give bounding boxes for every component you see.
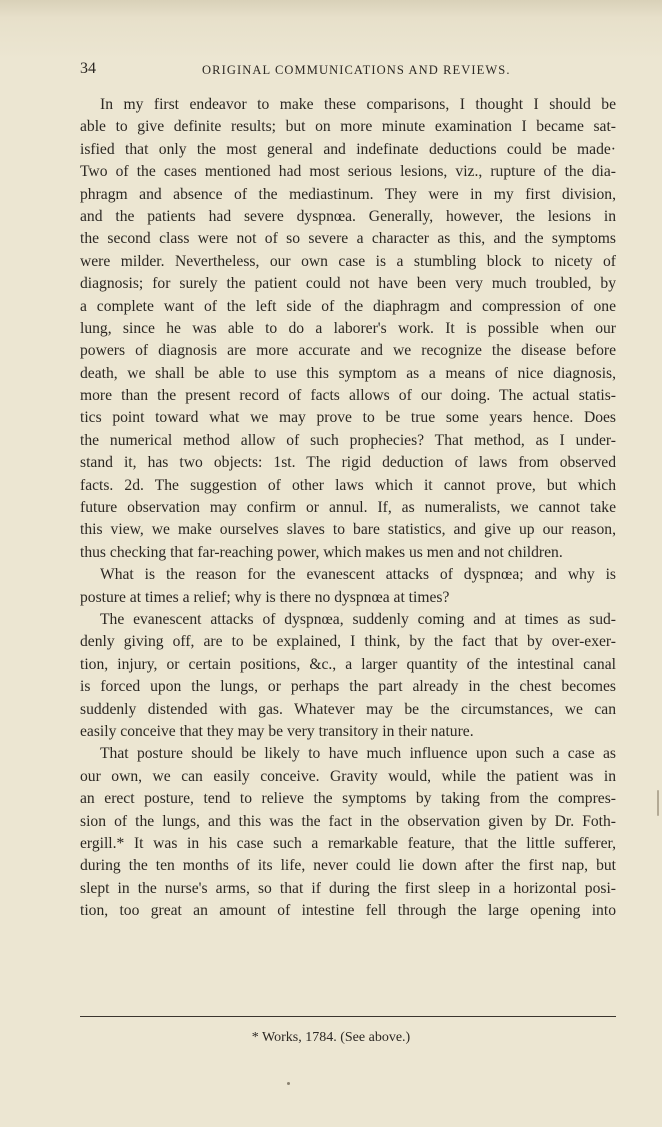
text-line: The evanescent attacks of dyspnœa, suddenly coming and at times as sud- — [100, 610, 616, 628]
text-line: What is the reason for the evanescent attacks of dyspnœa; and why is — [100, 566, 616, 584]
running-title: ORIGINAL COMMUNICATIONS AND REVIEWS. — [202, 63, 511, 77]
text-line: our own, we can easily conceive. Gravity would, while the patient was in — [80, 767, 616, 785]
text-line: stand it, has two objects: 1st. The rigid deduction of laws from observed — [80, 454, 616, 472]
text-line: were milder. Nevertheless, our own case is a stumbling block to nicety of — [80, 252, 616, 270]
text-line: a complete want of the left side of the diaphragm and compression of one — [80, 297, 616, 315]
text-line: death, we shall be able to use this symptom as a means of nice diagnosis, — [80, 364, 616, 382]
paper-speck — [287, 1082, 290, 1085]
text-line: an erect posture, tend to relieve the symptoms by taking from the compres- — [80, 790, 616, 808]
text-line: phragm and absence of the mediastinum. They were in my first division, — [80, 185, 616, 203]
text-line: denly giving off, are to be explained, I think, by the fact that by over-exer- — [80, 633, 616, 651]
text-line: slept in the nurse's arms, so that if during the first sleep in a horizontal posi- — [80, 879, 616, 897]
footnote-divider — [80, 1016, 616, 1017]
text-line: powers of diagnosis are more accurate and we recognize the disease before — [80, 342, 616, 360]
text-line: Two of the cases mentioned had most serious lesions, viz., rupture of the dia- — [80, 163, 616, 181]
text-line: isfied that only the most general and indefinate deductions could be made· — [80, 140, 616, 158]
body-text — [80, 94, 616, 922]
page-header — [80, 60, 620, 84]
text-line: able to give definite results; but on more minute examination I became sat- — [80, 118, 616, 136]
text-line: ergill.* It was in his case such a remarkable feature, that the little sufferer, — [80, 834, 616, 852]
text-line: posture at times a relief; why is there no dyspnœa at times? — [80, 588, 450, 606]
text-line: the numerical method allow of such prophecies? That method, as I under- — [80, 431, 616, 449]
paper-speck — [657, 790, 659, 816]
text-line: thus checking that far-reaching power, which makes us men and not children. — [80, 543, 563, 561]
text-line: In my first endeavor to make these comparisons, I thought I should be — [100, 96, 616, 113]
text-line: more than the present record of facts allows of our doing. The actual statis- — [80, 387, 616, 405]
text-line: easily conceive that they may be very transitory in their nature. — [80, 722, 474, 740]
text-line: facts. 2d. The suggestion of other laws which it cannot prove, but which — [80, 476, 616, 494]
text-line: during the ten months of its life, never could lie down after the first nap, but — [80, 857, 616, 875]
footnote: * Works, 1784. (See above.) — [251, 1030, 411, 1045]
text-line: tics point toward what we may prove to be true some years hence. Does — [80, 409, 616, 427]
text-line: tion, too great an amount of intestine fell through the large opening into — [80, 902, 616, 920]
text-line: diagnosis; for surely the patient could not have been very much troubled, by — [80, 275, 616, 293]
text-line: That posture should be likely to have much influence upon such a case as — [100, 745, 616, 763]
text-line: is forced upon the lungs, or perhaps the part already in the chest becomes — [80, 678, 616, 696]
text-line: lung, since he was able to do a laborer's work. It is possible when our — [80, 319, 616, 337]
text-line: sion of the lungs, and this was the fact in the observation given by Dr. Foth- — [80, 812, 616, 830]
page-number: 34 — [80, 60, 96, 77]
text-line: suddenly distended with gas. Whatever may be the circumstances, we can — [80, 700, 616, 718]
text-line: and the patients had severe dyspnœa. Generally, however, the lesions in — [80, 207, 616, 225]
text-line: tion, injury, or certain positions, &c., a larger quantity of the intestinal canal — [80, 655, 616, 673]
text-line: this view, we make ourselves slaves to bare statistics, and give up our reason, — [80, 521, 616, 539]
text-line: the second class were not of so severe a character as this, and the symptoms — [80, 230, 616, 248]
text-line: future observation may confirm or annul. If, as numeralists, we cannot take — [80, 499, 616, 517]
